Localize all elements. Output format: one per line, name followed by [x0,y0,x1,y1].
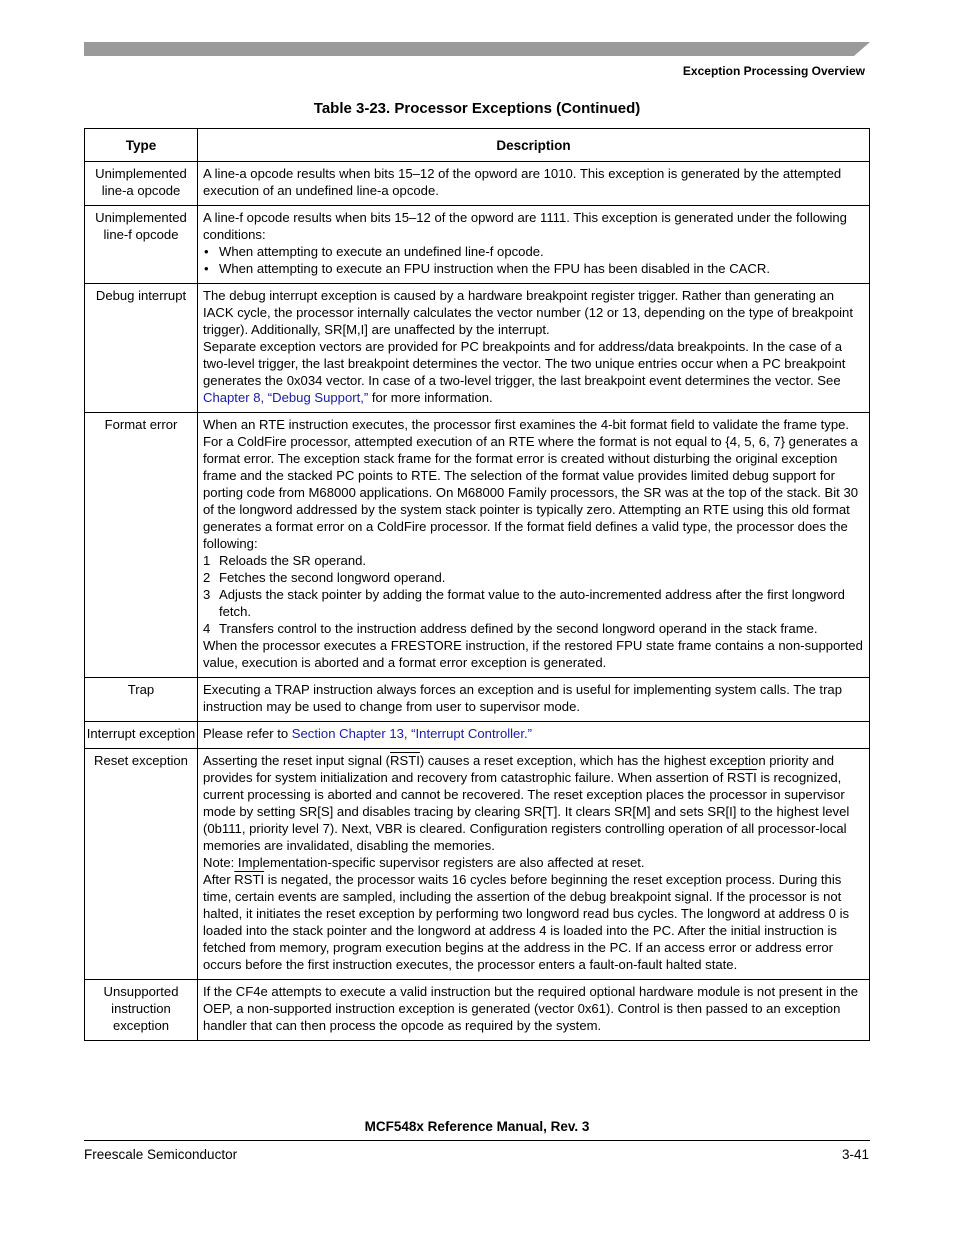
description-paragraph [203,725,863,742]
table-row [85,749,870,980]
step-number: 3 [203,587,211,602]
step-number: 1 [203,553,211,568]
step-item [203,586,863,620]
table-header-row [85,129,870,162]
exception-description [198,413,870,678]
debug-support-link[interactable]: Chapter 8, “Debug Support,” [203,390,369,405]
bullet-item [203,243,863,260]
exception-type: Unimplemented line-a opcode [85,162,198,206]
column-header-description: Description [198,129,870,162]
paragraph-text: Please refer to [203,726,292,741]
footer-divider [84,1140,870,1141]
exception-description [198,206,870,284]
step-text: Transfers control to the instruction address defined by the second longword operand in the stack frame. [219,621,818,636]
description-paragraph: When the processor executes a FRESTORE instruction, if the restored FPU state frame contains a non-supported value, execution is aborted and a format error exception is generated. [203,638,863,670]
table-row [85,980,870,1041]
step-item [203,569,863,586]
note-paragraph: Note: Implementation-specific supervisor registers are also affected at reset. [203,855,645,870]
step-item [203,552,863,569]
description-paragraph: When an RTE instruction executes, the processor first examines the 4-bit format field to validate the frame type. For a ColdFire processor, attempted execution of an RTE where the format is not equal to {4, 5, 6, 7} generates a format error. The exception stack frame for the format error is created without disturbing the original exception frame and the stacked PC points to RTE. The selection of the format value provides limited debug support for porting code from M68000 applications. On M68000 Family processors, the SR was at the top of the stack. Bit 30 of the longword addressed by the system stack pointer is typically zero. Attempting an RTE using this old format generates a format error on a ColdFire processor. If the format field defines a valid type, the processor does the following: [203,417,859,551]
section-title: Exception Processing Overview [682,64,865,78]
exception-description [198,284,870,413]
page-number: 3-41 [841,1147,869,1162]
bullet-icon: • [204,261,209,276]
bullet-text: When attempting to execute an FPU instruction when the FPU has been disabled in the CACR. [219,261,770,276]
exception-type: Debug interrupt [85,284,198,413]
exception-description [198,678,870,722]
bullet-text: When attempting to execute an undefined line-f opcode. [219,244,544,259]
description-paragraph: The debug interrupt exception is caused by a hardware breakpoint register trigger. Rather than generating an IACK cycle, the processor internally calculates the vector number (12 or 13, depending on the type of breakpoint trigger). Additionally, SR[M,I] are unaffected by the interrupt. [203,288,853,337]
bullet-icon: • [204,244,209,259]
exception-description [198,980,870,1041]
header-bar [84,42,870,56]
table-row [85,162,870,206]
manual-title: MCF548x Reference Manual, Rev. 3 [364,1119,590,1134]
company-name: Freescale Semiconductor [84,1147,238,1162]
description-paragraph: If the CF4e attempts to execute a valid instruction but the required optional hardware module is not present in the OEP, a non-supported instruction exception is generated (vector 0x61). Control is then passed to an exception handler that can then process the opcode as required by the system. [203,984,859,1033]
exception-type: Unsupported instruction exception [85,980,198,1041]
table-row [85,678,870,722]
paragraph-text: for more information. [368,390,493,405]
bullet-item [203,260,863,277]
description-paragraph: A line-a opcode results when bits 15–12 of the opword are 1010. This exception is generated by the attempted execution of an undefined line-a opcode. [203,166,842,198]
rsti-signal: RSTI [726,770,757,785]
step-text: Fetches the second longword operand. [219,570,446,585]
description-paragraph: Executing a TRAP instruction always forces an exception and is useful for implementing system calls. The trap instruction may be used to change from user to supervisor mode. [203,682,842,714]
paragraph-text: is negated, the processor waits 16 cycles before beginning the reset exception process. During this time, certain events are sampled, including the assertion of the debug breakpoint signal. If the processor is not halted, it initiates the reset exception by performing two longword read bus cycles. The longword at address 0 is loaded into the stack pointer and the longword at address 4 is loaded into the PC. After the initial instruction is fetched from memory, program execution begins at the address in the PC. If an access error or address error occurs before the first instruction executes, the processor enters a fault-on-fault halted state. [203,872,850,972]
table-caption: Table 3-23. Processor Exceptions (Continued) [313,100,641,117]
table-row [85,284,870,413]
exception-type: Trap [85,678,198,722]
exception-description [198,162,870,206]
exception-type: Format error [85,413,198,678]
interrupt-controller-link[interactable]: Section Chapter 13, “Interrupt Controller.” [291,726,532,741]
column-header-type: Type [85,129,198,162]
exception-type: Interrupt exception [85,722,198,749]
paragraph-text: After [203,872,235,887]
rsti-signal: RSTI [234,872,265,887]
table-row [85,413,870,678]
description-paragraph [203,338,863,406]
paragraph-text: is recognized, current processing is aborted and cannot be recovered. The reset exception places the processor in supervisor mode by setting SR[S] and disables tracing by clearing SR[T]. It clears SR[M] and sets SR[I] to the highest level (0b111, priority level 7). Next, VBR is cleared. Configuration registers controlling operation of all processor-local memories are invalidated, disabling the memories. [203,770,850,853]
paragraph-text: ) causes a reset exception, which has the highest exception priority and provides for system initialization and recovery from catastrophic failure. When assertion of [203,753,835,785]
step-number: 4 [203,621,211,636]
step-number: 2 [203,570,211,585]
description-paragraph [203,752,863,854]
exceptions-table [84,128,870,1041]
rsti-signal: RSTI [390,753,420,768]
paragraph-text: Separate exception vectors are provided for PC breakpoints and for address/data breakpoints. In the case of a two-level trigger, the last breakpoint determines the vector. The two unique entries occur when a PC breakpoint generates the 0x034 vector. In case of a two-level trigger, the last breakpoint event determines the vector. See [203,339,846,388]
step-item [203,620,863,637]
paragraph-text: Asserting the reset input signal ( [203,753,391,768]
description-paragraph [203,871,863,973]
table-row [85,722,870,749]
table-row [85,206,870,284]
step-text: Reloads the SR operand. [219,553,367,568]
description-paragraph: A line-f opcode results when bits 15–12 of the opword are 1111. This exception is generated under the following conditions: [203,210,847,242]
exception-type: Reset exception [85,749,198,980]
exception-type: Unimplemented line-f opcode [85,206,198,284]
exception-description [198,722,870,749]
exception-description [198,749,870,980]
step-text: Adjusts the stack pointer by adding the format value to the auto-incremented address after the first longword fetch. [219,587,845,619]
